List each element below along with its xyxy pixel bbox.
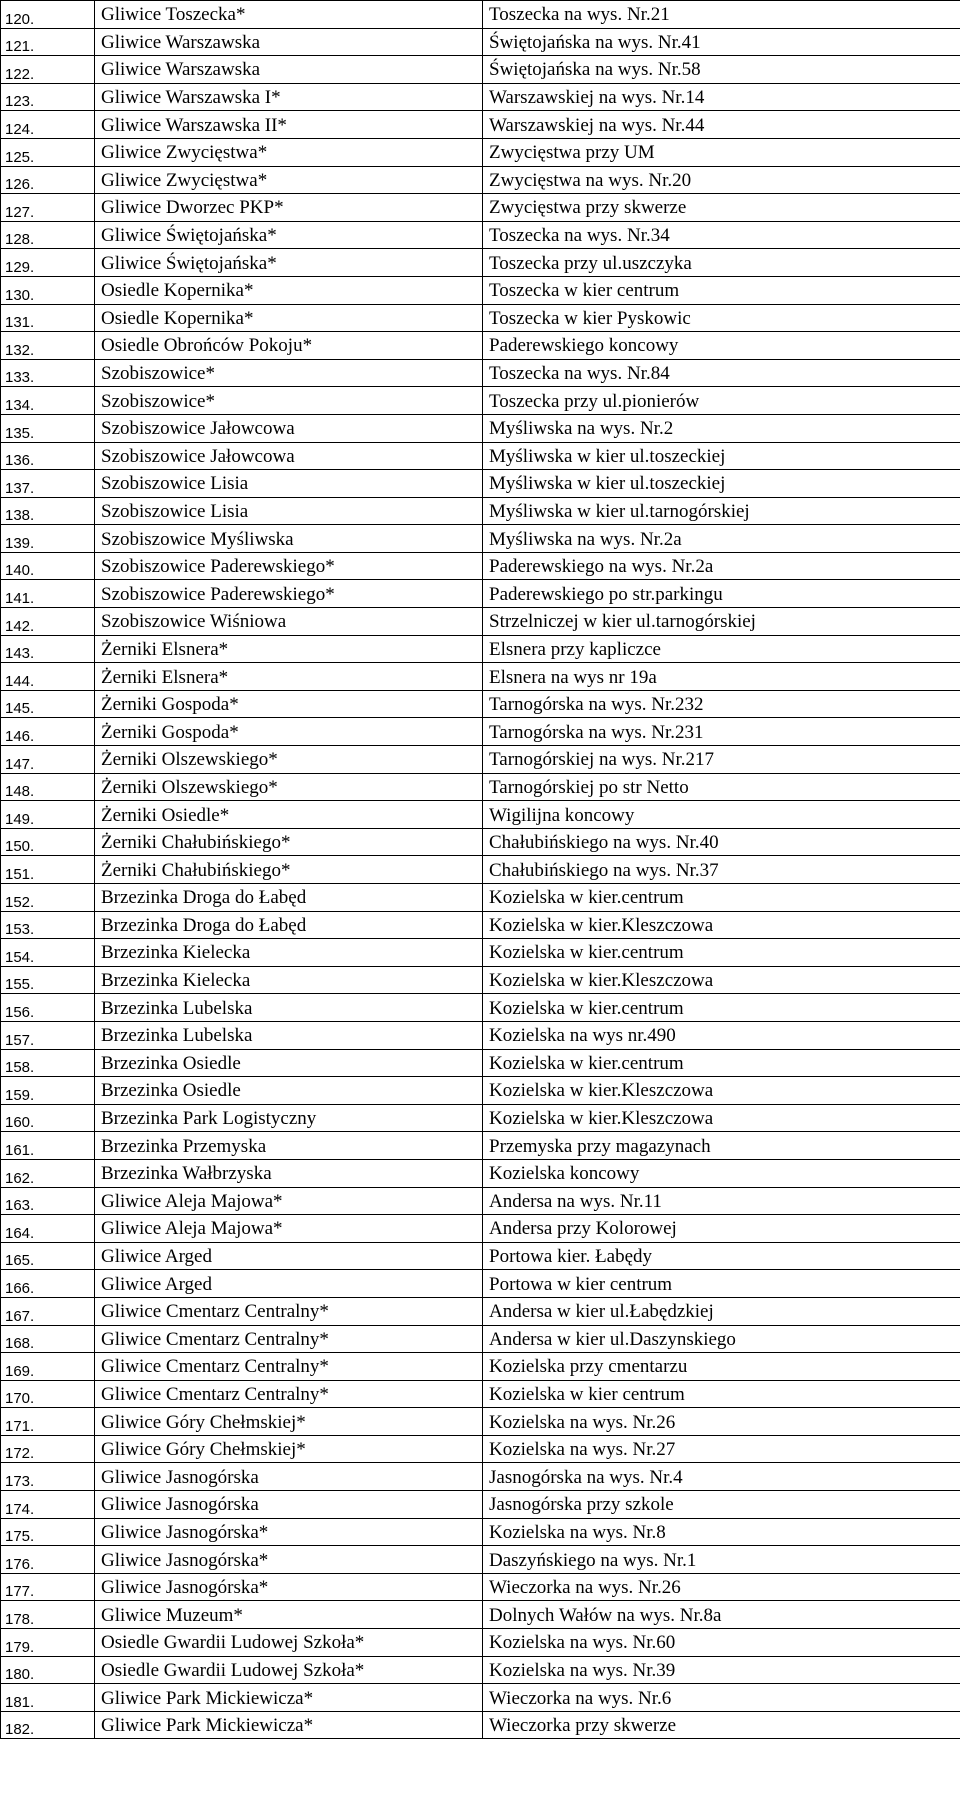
- row-number: 139.: [1, 525, 95, 553]
- table-row: [1, 994, 960, 1022]
- stop-name: Szobiszowice Jałowcowa: [95, 414, 483, 442]
- row-number: 162.: [1, 1159, 95, 1187]
- table-row: [1, 1463, 960, 1491]
- stop-name: Osiedle Obrońców Pokoju*: [95, 332, 483, 360]
- stop-location: Świętojańska na wys. Nr.58: [483, 56, 960, 84]
- stop-name: Gliwice Dworzec PKP*: [95, 194, 483, 222]
- row-number: 150.: [1, 828, 95, 856]
- stop-name: Gliwice Cmentarz Centralny*: [95, 1353, 483, 1381]
- stop-name: Gliwice Jasnogórska*: [95, 1573, 483, 1601]
- row-number: 123.: [1, 83, 95, 111]
- stop-name: Gliwice Świętojańska*: [95, 221, 483, 249]
- row-number: 176.: [1, 1546, 95, 1574]
- stop-location: Portowa w kier centrum: [483, 1270, 960, 1298]
- row-number: 157.: [1, 1021, 95, 1049]
- row-number: 159.: [1, 1077, 95, 1105]
- table-row: [1, 1684, 960, 1712]
- table-row: [1, 166, 960, 194]
- row-number: 167.: [1, 1297, 95, 1325]
- row-number: 142.: [1, 608, 95, 636]
- stop-location: Toszecka przy ul.uszczyka: [483, 249, 960, 277]
- stop-name: Gliwice Park Mickiewicza*: [95, 1711, 483, 1739]
- table-row: [1, 1573, 960, 1601]
- stop-location: Daszyńskiego na wys. Nr.1: [483, 1546, 960, 1574]
- stop-location: Strzelniczej w kier ul.tarnogórskiej: [483, 608, 960, 636]
- row-number: 124.: [1, 111, 95, 139]
- row-number: 155.: [1, 966, 95, 994]
- stop-name: Gliwice Góry Chełmskiej*: [95, 1408, 483, 1436]
- stop-location: Toszecka na wys. Nr.84: [483, 359, 960, 387]
- row-number: 165.: [1, 1242, 95, 1270]
- row-number: 173.: [1, 1463, 95, 1491]
- row-number: 166.: [1, 1270, 95, 1298]
- stop-name: Brzezinka Kielecka: [95, 939, 483, 967]
- stop-name: Brzezinka Park Logistyczny: [95, 1104, 483, 1132]
- row-number: 137.: [1, 470, 95, 498]
- table-row: [1, 1601, 960, 1629]
- row-number: 151.: [1, 856, 95, 884]
- row-number: 125.: [1, 138, 95, 166]
- table-row: [1, 966, 960, 994]
- row-number: 127.: [1, 194, 95, 222]
- stop-name: Żerniki Gospoda*: [95, 690, 483, 718]
- row-number: 148.: [1, 773, 95, 801]
- row-number: 164.: [1, 1215, 95, 1243]
- table-row: [1, 1435, 960, 1463]
- stop-location: Myśliwska w kier ul.toszeckiej: [483, 470, 960, 498]
- stop-name: Żerniki Elsnera*: [95, 663, 483, 691]
- table-row: [1, 1104, 960, 1132]
- stop-location: Paderewskiego na wys. Nr.2a: [483, 552, 960, 580]
- stop-name: Gliwice Zwycięstwa*: [95, 166, 483, 194]
- stop-location: Chałubińskiego na wys. Nr.37: [483, 856, 960, 884]
- row-number: 174.: [1, 1491, 95, 1519]
- stop-name: Szobiszowice Lisia: [95, 470, 483, 498]
- stop-name: Brzezinka Lubelska: [95, 994, 483, 1022]
- stop-location: Andersa na wys. Nr.11: [483, 1187, 960, 1215]
- table-row: [1, 497, 960, 525]
- row-number: 126.: [1, 166, 95, 194]
- stop-name: Żerniki Osiedle*: [95, 801, 483, 829]
- stop-name: Brzezinka Wałbrzyska: [95, 1159, 483, 1187]
- row-number: 122.: [1, 56, 95, 84]
- stop-location: Tarnogórskiej na wys. Nr.217: [483, 746, 960, 774]
- stop-name: Brzezinka Droga do Łabęd: [95, 911, 483, 939]
- row-number: 145.: [1, 690, 95, 718]
- stop-location: Kozielska na wys. Nr.8: [483, 1518, 960, 1546]
- stop-location: Warszawskiej na wys. Nr.44: [483, 111, 960, 139]
- row-number: 156.: [1, 994, 95, 1022]
- table-row: [1, 442, 960, 470]
- table-row: [1, 690, 960, 718]
- row-number: 136.: [1, 442, 95, 470]
- stop-location: Myśliwska w kier ul.toszeckiej: [483, 442, 960, 470]
- row-number: 144.: [1, 663, 95, 691]
- row-number: 179.: [1, 1629, 95, 1657]
- stop-name: Szobiszowice*: [95, 359, 483, 387]
- stop-location: Wieczorka przy skwerze: [483, 1711, 960, 1739]
- table-row: [1, 1629, 960, 1657]
- table-row: [1, 1408, 960, 1436]
- stop-location: Elsnera na wys nr 19a: [483, 663, 960, 691]
- stop-location: Elsnera przy kapliczce: [483, 635, 960, 663]
- stop-location: Portowa kier. Łabędy: [483, 1242, 960, 1270]
- table-row: [1, 1297, 960, 1325]
- table-row: [1, 1656, 960, 1684]
- row-number: 141.: [1, 580, 95, 608]
- stop-location: Toszecka przy ul.pionierów: [483, 387, 960, 415]
- stop-name: Szobiszowice Wiśniowa: [95, 608, 483, 636]
- row-number: 120.: [1, 1, 95, 29]
- stop-location: Tarnogórska na wys. Nr.231: [483, 718, 960, 746]
- stop-location: Kozielska w kier.centrum: [483, 994, 960, 1022]
- table-row: [1, 1518, 960, 1546]
- row-number: 161.: [1, 1132, 95, 1160]
- stop-name: Gliwice Warszawska: [95, 28, 483, 56]
- table-row: [1, 773, 960, 801]
- stop-name: Szobiszowice*: [95, 387, 483, 415]
- stop-name: Gliwice Świętojańska*: [95, 249, 483, 277]
- table-row: [1, 28, 960, 56]
- table-row: [1, 194, 960, 222]
- stop-location: Kozielska na wys. Nr.60: [483, 1629, 960, 1657]
- stop-name: Szobiszowice Paderewskiego*: [95, 552, 483, 580]
- table-row: [1, 635, 960, 663]
- table-row: [1, 1, 960, 29]
- stop-location: Andersa w kier ul.Daszynskiego: [483, 1325, 960, 1353]
- stop-location: Andersa w kier ul.Łabędzkiej: [483, 1297, 960, 1325]
- row-number: 140.: [1, 552, 95, 580]
- table-row: [1, 856, 960, 884]
- stop-name: Szobiszowice Myśliwska: [95, 525, 483, 553]
- table-row: [1, 249, 960, 277]
- stop-location: Kozielska w kier.centrum: [483, 884, 960, 912]
- row-number: 138.: [1, 497, 95, 525]
- table-row: [1, 1021, 960, 1049]
- stop-name: Gliwice Jasnogórska*: [95, 1518, 483, 1546]
- table-row: [1, 939, 960, 967]
- table-row: [1, 332, 960, 360]
- stop-location: Zwycięstwa przy UM: [483, 138, 960, 166]
- table-row: [1, 1077, 960, 1105]
- stop-location: Tarnogórska na wys. Nr.232: [483, 690, 960, 718]
- stop-location: Kozielska na wys. Nr.27: [483, 1435, 960, 1463]
- stop-location: Kozielska przy cmentarzu: [483, 1353, 960, 1381]
- table-row: [1, 828, 960, 856]
- row-number: 160.: [1, 1104, 95, 1132]
- stop-name: Szobiszowice Lisia: [95, 497, 483, 525]
- stop-name: Gliwice Arged: [95, 1270, 483, 1298]
- stop-name: Brzezinka Osiedle: [95, 1077, 483, 1105]
- table-row: [1, 56, 960, 84]
- table-row: [1, 138, 960, 166]
- stop-name: Gliwice Jasnogórska*: [95, 1546, 483, 1574]
- stop-name: Gliwice Warszawska: [95, 56, 483, 84]
- stop-name: Osiedle Gwardii Ludowej Szkoła*: [95, 1629, 483, 1657]
- stop-location: Kozielska w kier.Kleszczowa: [483, 1104, 960, 1132]
- stop-location: Wigilijna koncowy: [483, 801, 960, 829]
- row-number: 128.: [1, 221, 95, 249]
- stop-location: Paderewskiego koncowy: [483, 332, 960, 360]
- stop-name: Brzezinka Droga do Łabęd: [95, 884, 483, 912]
- stop-name: Brzezinka Lubelska: [95, 1021, 483, 1049]
- table-row: [1, 552, 960, 580]
- stop-location: Jasnogórska przy szkole: [483, 1491, 960, 1519]
- row-number: 146.: [1, 718, 95, 746]
- stop-name: Żerniki Chałubińskiego*: [95, 856, 483, 884]
- stop-name: Gliwice Cmentarz Centralny*: [95, 1325, 483, 1353]
- stop-name: Gliwice Góry Chełmskiej*: [95, 1435, 483, 1463]
- stop-location: Przemyska przy magazynach: [483, 1132, 960, 1160]
- stop-location: Kozielska koncowy: [483, 1159, 960, 1187]
- stop-location: Warszawskiej na wys. Nr.14: [483, 83, 960, 111]
- stop-location: Kozielska w kier.centrum: [483, 939, 960, 967]
- stop-name: Gliwice Zwycięstwa*: [95, 138, 483, 166]
- table-row: [1, 801, 960, 829]
- stop-name: Szobiszowice Paderewskiego*: [95, 580, 483, 608]
- table-row: [1, 276, 960, 304]
- row-number: 172.: [1, 1435, 95, 1463]
- row-number: 177.: [1, 1573, 95, 1601]
- stop-name: Gliwice Aleja Majowa*: [95, 1215, 483, 1243]
- stop-location: Toszecka w kier centrum: [483, 276, 960, 304]
- stop-location: Świętojańska na wys. Nr.41: [483, 28, 960, 56]
- table-row: [1, 580, 960, 608]
- stop-location: Kozielska na wys nr.490: [483, 1021, 960, 1049]
- row-number: 132.: [1, 332, 95, 360]
- stop-name: Gliwice Arged: [95, 1242, 483, 1270]
- row-number: 158.: [1, 1049, 95, 1077]
- stop-location: Toszecka w kier Pyskowic: [483, 304, 960, 332]
- table-row: [1, 884, 960, 912]
- table-row: [1, 746, 960, 774]
- stop-location: Andersa przy Kolorowej: [483, 1215, 960, 1243]
- stop-name: Gliwice Cmentarz Centralny*: [95, 1297, 483, 1325]
- row-number: 149.: [1, 801, 95, 829]
- stop-name: Gliwice Jasnogórska: [95, 1463, 483, 1491]
- table-row: [1, 414, 960, 442]
- stop-location: Kozielska w kier.Kleszczowa: [483, 966, 960, 994]
- table-row: [1, 1546, 960, 1574]
- row-number: 175.: [1, 1518, 95, 1546]
- table-row: [1, 525, 960, 553]
- stop-location: Kozielska w kier.Kleszczowa: [483, 1077, 960, 1105]
- stop-name: Gliwice Park Mickiewicza*: [95, 1684, 483, 1712]
- row-number: 129.: [1, 249, 95, 277]
- row-number: 182.: [1, 1711, 95, 1739]
- stop-location: Jasnogórska na wys. Nr.4: [483, 1463, 960, 1491]
- stop-location: Zwycięstwa na wys. Nr.20: [483, 166, 960, 194]
- table-row: [1, 1187, 960, 1215]
- table-row: [1, 1132, 960, 1160]
- stop-name: Gliwice Aleja Majowa*: [95, 1187, 483, 1215]
- stop-name: Brzezinka Osiedle: [95, 1049, 483, 1077]
- row-number: 143.: [1, 635, 95, 663]
- stop-name: Żerniki Elsnera*: [95, 635, 483, 663]
- table-row: [1, 911, 960, 939]
- table-row: [1, 304, 960, 332]
- stop-name: Szobiszowice Jałowcowa: [95, 442, 483, 470]
- stop-location: Tarnogórskiej po str Netto: [483, 773, 960, 801]
- stop-name: Brzezinka Kielecka: [95, 966, 483, 994]
- stop-location: Kozielska w kier centrum: [483, 1380, 960, 1408]
- row-number: 180.: [1, 1656, 95, 1684]
- stop-location: Wieczorka na wys. Nr.6: [483, 1684, 960, 1712]
- stop-location: Kozielska w kier.Kleszczowa: [483, 911, 960, 939]
- row-number: 170.: [1, 1380, 95, 1408]
- row-number: 168.: [1, 1325, 95, 1353]
- stop-location: Chałubińskiego na wys. Nr.40: [483, 828, 960, 856]
- row-number: 169.: [1, 1353, 95, 1381]
- stop-location: Paderewskiego po str.parkingu: [483, 580, 960, 608]
- bus-stops-table-body: [1, 1, 960, 1739]
- stop-name: Gliwice Cmentarz Centralny*: [95, 1380, 483, 1408]
- row-number: 130.: [1, 276, 95, 304]
- table-row: [1, 111, 960, 139]
- stop-location: Wieczorka na wys. Nr.26: [483, 1573, 960, 1601]
- stop-name: Żerniki Olszewskiego*: [95, 773, 483, 801]
- stop-location: Myśliwska w kier ul.tarnogórskiej: [483, 497, 960, 525]
- stop-location: Toszecka na wys. Nr.34: [483, 221, 960, 249]
- table-row: [1, 387, 960, 415]
- stop-name: Brzezinka Przemyska: [95, 1132, 483, 1160]
- table-row: [1, 1049, 960, 1077]
- stop-name: Gliwice Warszawska II*: [95, 111, 483, 139]
- row-number: 131.: [1, 304, 95, 332]
- table-row: [1, 718, 960, 746]
- row-number: 147.: [1, 746, 95, 774]
- stop-location: Kozielska na wys. Nr.39: [483, 1656, 960, 1684]
- row-number: 121.: [1, 28, 95, 56]
- row-number: 153.: [1, 911, 95, 939]
- stop-name: Żerniki Chałubińskiego*: [95, 828, 483, 856]
- row-number: 134.: [1, 387, 95, 415]
- row-number: 181.: [1, 1684, 95, 1712]
- table-row: [1, 1159, 960, 1187]
- stop-name: Gliwice Warszawska I*: [95, 83, 483, 111]
- table-row: [1, 663, 960, 691]
- stop-name: Gliwice Toszecka*: [95, 1, 483, 29]
- stop-location: Myśliwska na wys. Nr.2: [483, 414, 960, 442]
- table-row: [1, 1353, 960, 1381]
- row-number: 178.: [1, 1601, 95, 1629]
- table-row: [1, 1215, 960, 1243]
- table-row: [1, 83, 960, 111]
- stop-location: Myśliwska na wys. Nr.2a: [483, 525, 960, 553]
- table-row: [1, 1270, 960, 1298]
- row-number: 152.: [1, 884, 95, 912]
- table-row: [1, 221, 960, 249]
- stop-name: Gliwice Jasnogórska: [95, 1491, 483, 1519]
- table-row: [1, 1380, 960, 1408]
- table-row: [1, 359, 960, 387]
- stop-name: Osiedle Gwardii Ludowej Szkoła*: [95, 1656, 483, 1684]
- stop-location: Kozielska na wys. Nr.26: [483, 1408, 960, 1436]
- table-row: [1, 1491, 960, 1519]
- stop-location: Toszecka na wys. Nr.21: [483, 1, 960, 29]
- stop-location: Kozielska w kier.centrum: [483, 1049, 960, 1077]
- stop-name: Żerniki Gospoda*: [95, 718, 483, 746]
- table-row: [1, 1242, 960, 1270]
- row-number: 163.: [1, 1187, 95, 1215]
- stop-location: Dolnych Wałów na wys. Nr.8a: [483, 1601, 960, 1629]
- table-row: [1, 1711, 960, 1739]
- stop-name: Żerniki Olszewskiego*: [95, 746, 483, 774]
- row-number: 154.: [1, 939, 95, 967]
- row-number: 133.: [1, 359, 95, 387]
- table-row: [1, 608, 960, 636]
- row-number: 135.: [1, 414, 95, 442]
- stop-name: Osiedle Kopernika*: [95, 276, 483, 304]
- row-number: 171.: [1, 1408, 95, 1436]
- stop-name: Osiedle Kopernika*: [95, 304, 483, 332]
- table-row: [1, 470, 960, 498]
- stop-location: Zwycięstwa przy skwerze: [483, 194, 960, 222]
- stop-name: Gliwice Muzeum*: [95, 1601, 483, 1629]
- table-row: [1, 1325, 960, 1353]
